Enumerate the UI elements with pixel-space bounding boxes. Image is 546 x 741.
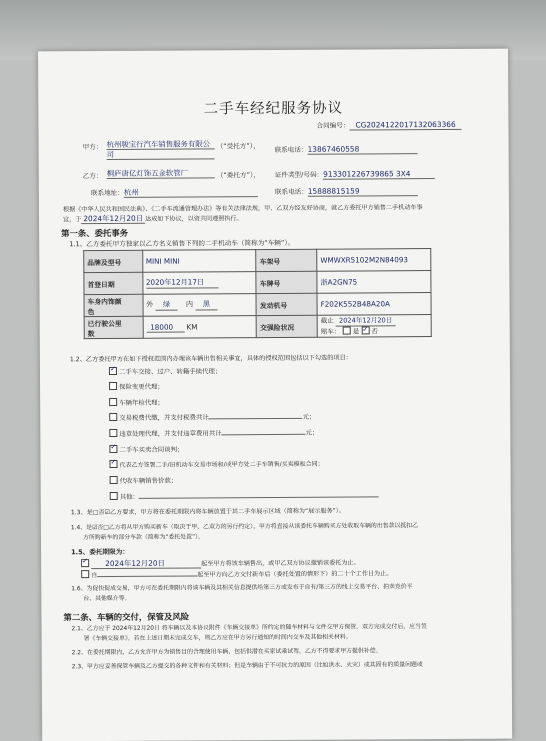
plate-value: 浙A2GN75 — [317, 271, 431, 294]
clause-2-1-line1: 2.1、乙方应于 2024年12月20日 将车辆以及本协议附件《车辆交接单》所约定的随车材料与文件交甲方保管。双方完成交付后，应当签 — [71, 624, 427, 633]
table-row — [84, 293, 431, 317]
clause-1-3: 1.3、是□否☑乙方要求，甲方将在委托期限内将车辆放置于其二手车展示区域（简称为“展示服务”）。 — [70, 507, 345, 517]
party-a-name-line2: 司 — [107, 150, 215, 160]
table-row — [84, 315, 431, 339]
color-value: 外 绿 内 黑 — [143, 294, 257, 317]
term-b-checkbox[interactable] — [81, 570, 89, 578]
option-transfer: ✓二手车交接、过户、转籍手续代理； — [109, 366, 221, 376]
engine-value: F202K552B48A20A — [317, 293, 431, 316]
party-a-name-line1: 杭州骏宝行汽车销售服务有限公 — [107, 140, 215, 150]
mileage-value: 18000 KM — [143, 316, 257, 339]
option-inspection-checkbox[interactable] — [109, 398, 117, 406]
option-collect-payment: 代收车辆销售价款； — [110, 476, 178, 485]
table-row — [84, 271, 431, 295]
plate-label: 车牌号 — [256, 271, 317, 293]
clause-1-6-line1: 1.6、为促快促成交易，甲方可在委托期限内将该车辆及其相关信息提供给第三方或发布于自有/第三方的线上交易平台、拍卖竞价平 — [71, 584, 413, 593]
insurance-yes-checkbox[interactable] — [343, 327, 351, 335]
clause-2-1-line2: 署《车辆交接单》。若在上述日期未完成交车，则乙方应在甲方另行通知的时间内交车及其他相关材料。 — [83, 634, 352, 643]
term-a-checkbox[interactable] — [81, 559, 89, 567]
document-title: 二手车经纪服务协议 — [203, 100, 344, 118]
section-2-title: 第二条、车辆的交付，保管及风险 — [63, 611, 190, 623]
clause-1-5-title: 1.5、委托期限为： — [71, 547, 129, 557]
reg-date-label: 首登日期 — [84, 272, 143, 294]
intro-line1: 根据《中华人民共和国民法典》、《二手车流通管理办法》等有关法律法规，甲、乙双方经友好协商，就乙方委托甲方销售二手机动车事 — [62, 204, 423, 214]
brand-label: 品牌及型号 — [84, 250, 143, 272]
mileage-label: 已行驶公里 数 — [84, 316, 143, 338]
vehicle-info-table — [83, 248, 432, 339]
contract-document — [38, 49, 512, 741]
clause-1-5-b: 自 起至甲方向乙方交付新车后（委托处置的情形下）的二十个工作日为止。 — [81, 568, 392, 580]
option-tax-checkbox[interactable] — [109, 413, 117, 421]
party-a-label: 甲方： — [82, 143, 103, 152]
option-negotiation-checkbox[interactable] — [109, 445, 117, 453]
option-transfer-checkbox[interactable] — [109, 367, 117, 375]
section-1-title: 第一条、委托事务 — [61, 227, 129, 239]
brand-value: MINI MINI — [142, 250, 256, 273]
clause-2-2: 2.2、在委托期限内，乙方允许甲方为销售目的合理使用车辆，包括供潜在买家试乘试驾。乙方不得要求甲方提供补偿。 — [71, 648, 382, 657]
option-negotiation: ✓二手车买卖合同谈判； — [109, 445, 183, 454]
party-a-phone: 联系电话：13867460558 — [275, 145, 418, 155]
clause-1-1: 1.1、乙方委托甲方独家以乙方名义销售下列的二手机动车（简称为“车辆”）。 — [69, 238, 295, 249]
engine-label: 发动机号 — [256, 293, 317, 315]
option-tax: 交易税费代缴，并支付税费共计 元； — [109, 412, 315, 422]
option-collect-payment-checkbox[interactable] — [110, 476, 118, 484]
clause-1-6-line2: 台、其他媒介等。 — [83, 595, 131, 603]
clause-1-4-line2: 方所购新车的部分车款（简称为“委托处置”）。 — [82, 534, 204, 542]
party-a-role: （“受托方”）， — [216, 142, 260, 151]
option-other-checkbox[interactable] — [110, 492, 118, 500]
option-insurance-checkbox[interactable] — [109, 382, 117, 390]
table-row — [84, 249, 431, 273]
insurance-no-checkbox[interactable] — [361, 326, 369, 334]
intro-line2: 宜，于 2024年12月20日 达成如下协议，以资共同遵照执行。 — [63, 213, 243, 224]
party-b-address: 联系地址：杭州 — [91, 188, 258, 198]
vin-value: WMWXR5102M2N84093 — [317, 249, 431, 272]
option-violation: 违章处理代理，并支付违章费用共计 元； — [109, 428, 318, 438]
option-violation-checkbox[interactable] — [109, 429, 117, 437]
party-b-name: 桐庐唐亿灯饰五金软管厂 — [107, 169, 215, 179]
option-insurance: 保险变更代理； — [109, 382, 164, 391]
clause-1-2: 1.2、乙方委托甲方在如下授权范围内办理该车辆出售相关事宜，具体的授权范围包括以下勾选的项目： — [69, 354, 352, 364]
vin-label: 车架号 — [256, 249, 317, 271]
color-label: 车身内饰颜 色 — [84, 294, 143, 316]
party-b-id: 证件类型/号码：913301226739865 3X4 — [275, 170, 435, 180]
party-b-label: 乙方： — [82, 172, 103, 181]
option-other: 其他： — [110, 490, 379, 501]
option-inspection: 车辆年检代理； — [109, 398, 164, 407]
party-b-role: （“委托方”）， — [216, 171, 260, 180]
contract-number-value: CG2024122017132063366 — [349, 121, 461, 131]
clause-1-5-a: ✓2024年12月20日 起至甲方将该车辆售出，或甲乙双方协议撤销该委托为止。 — [81, 557, 359, 569]
contract-number: 合同编号： CG2024122017132063366 — [316, 121, 461, 131]
reg-date-value: 2020年12月17日 — [142, 272, 256, 295]
party-b-phone: 联系电话：15888815159 — [275, 187, 418, 197]
clause-2-3: 2.3、甲方应妥善保管车辆及乙方提交的各种文件和有关材料；但是车辆由于不可抗力的原因（比如洪水、火灾）或其固有的质量问题或 — [71, 662, 423, 671]
insurance-value: 截止 2024年12月20日 赔车： 是 ✓ 否 — [317, 315, 431, 338]
insurance-label: 交强险状况 — [257, 315, 318, 337]
option-sign-contract-checkbox[interactable] — [110, 460, 118, 468]
clause-1-4-line1: 1.4、是☑否□乙方将从甲方购买新车（取决于甲、乙双方的另行约定），甲方将直接从该委托车辆购买方处收取车辆的出售款以抵扣乙 — [70, 523, 419, 532]
option-sign-contract: ✓代表乙方签署二手/旧机动车交易市场和/或甲方处二手车销售/买卖模板合同； — [110, 459, 324, 469]
